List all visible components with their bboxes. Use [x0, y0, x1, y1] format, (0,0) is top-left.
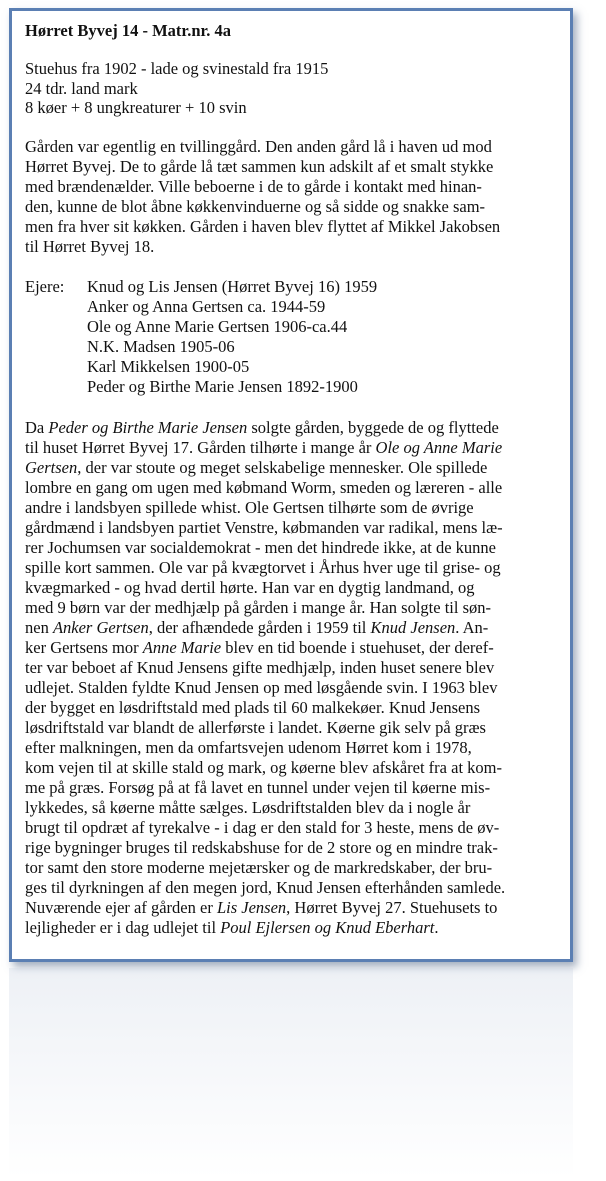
text-run: , der var stoute og meget selskabelige mennesker. Ole spillede	[77, 457, 488, 477]
text-line	[25, 898, 558, 918]
text-line	[25, 418, 558, 438]
card-reflection	[9, 968, 573, 1178]
owner-item: Peder og Birthe Marie Jensen 1892-1900	[87, 376, 358, 396]
person-name: Lis Jensen	[216, 897, 287, 917]
text-run: lejligheder er i dag udlejet til	[25, 917, 221, 937]
text-run: , Hørret Byvej 27. Stuehusets to	[286, 897, 498, 917]
text-run: . An-	[455, 617, 489, 637]
text-line: løsdriftstald var blandt de allerførste i landet. Køerne gik selv på græs	[25, 717, 486, 737]
text-run: blev en tid boende i stuehuset, der deref-	[221, 637, 494, 657]
text-line: efter malkningen, men da omfartsvejen udenom Hørret kom i 1978,	[25, 737, 472, 757]
owner-item: Karl Mikkelsen 1900-05	[87, 356, 250, 376]
facts-block	[25, 59, 558, 118]
text-line: kvægmarked - og hvad dertil hørte. Han var en dygtig landmand, og	[25, 577, 475, 597]
text-line: ges til dyrkningen af den megen jord, Knud Jensen efterhånden samlede.	[25, 877, 506, 897]
owner-item: N.K. Madsen 1905-06	[87, 336, 235, 356]
person-name: Knud Jensen	[370, 617, 456, 637]
text-line: rer Jochumsen var socialdemokrat - men det hindrede ikke, at de kunne	[25, 537, 496, 557]
person-name: Peder og Birthe Marie Jensen	[48, 417, 248, 437]
text-line: men fra hver sit køkken. Gården i haven blev flyttet af Mikkel Jakobsen	[25, 216, 501, 236]
text-line	[25, 438, 558, 458]
text-line: me på græs. Forsøg på at få lavet en tunnel under vejen til køerne mis-	[25, 777, 491, 797]
person-name: Gertsen	[25, 457, 78, 477]
document-card	[9, 8, 573, 962]
fact-line: 8 køer + 8 ungkreaturer + 10 svin	[25, 98, 247, 117]
text-line	[25, 618, 558, 638]
text-line: lombre en gang om ugen med købmand Worm, smeden og læreren - alle	[25, 477, 503, 497]
person-name: Anker Gertsen	[52, 617, 149, 637]
intro-paragraph	[25, 137, 558, 257]
text-run: Da	[25, 417, 49, 437]
text-line: den, kunne de blot åbne køkkenvinduerne og så sidde og snakke sam-	[25, 196, 486, 216]
text-line: til Hørret Byvej 18.	[25, 236, 155, 256]
page-title: Hørret Byvej 14 - Matr.nr. 4a	[25, 21, 232, 40]
text-run: solgte gården, byggede de og flyttede	[247, 417, 499, 437]
text-line	[25, 458, 558, 478]
text-run: ker Gertsens mor	[25, 637, 143, 657]
text-line: tor samt den store moderne mejetærsker og de markredskaber, der bru-	[25, 857, 493, 877]
person-name: Poul Ejlersen og Knud Eberhart	[220, 917, 435, 937]
text-line: kom vejen til at skille stald og mark, og køerne blev afskåret fra at kom-	[25, 757, 502, 777]
text-run: nen	[25, 617, 53, 637]
text-line: spille kort sammen. Ole var på kvægtorvet i Århus hver uge til grise- og	[25, 557, 501, 577]
text-line: med brændenælder. Ville beboerne i de to gårde i kontakt med hinan-	[25, 176, 482, 196]
text-line: der bygget en løsdriftstald med plads til 60 malkekøer. Knud Jensens	[25, 697, 481, 717]
text-line: brugt til opdræt af tyrekalve - i dag er den stald for 3 heste, mens de øv-	[25, 817, 500, 837]
person-name: Anne Marie	[142, 637, 222, 657]
text-run: , der afhændede gården i 1959 til	[148, 617, 371, 637]
fact-line: Stuehus fra 1902 - lade og svinestald fra 1915	[25, 59, 329, 78]
text-line: Hørret Byvej. De to gårde lå tæt sammen kun adskilt af et smalt stykke	[25, 156, 494, 176]
owners-label: Ejere:	[25, 276, 65, 296]
owner-item: Ole og Anne Marie Gertsen 1906-ca.44	[87, 316, 348, 336]
text-line	[25, 918, 558, 938]
text-line: gårdmænd i landsbyen partiet Venstre, købmanden var radikal, mens læ-	[25, 517, 503, 537]
text-line: ter var beboet af Knud Jensens gifte medhjælp, inden huset senere blev	[25, 657, 495, 677]
person-name: Ole og Anne Marie	[375, 437, 503, 457]
fact-line: 24 tdr. land mark	[25, 78, 138, 98]
history-paragraph	[25, 418, 558, 938]
text-line: Gården var egentlig en tvillinggård. Den anden gård lå i haven ud mod	[25, 136, 492, 156]
text-line: udlejet. Stalden fyldte Knud Jensen op med løsgående svin. I 1963 blev	[25, 677, 498, 697]
owner-item: Anker og Anna Gertsen ca. 1944-59	[87, 296, 326, 316]
text-run: til huset Hørret Byvej 17. Gården tilhørte i mange år	[25, 437, 376, 457]
text-run: .	[434, 917, 439, 937]
text-line: med 9 børn var der medhjælp på gården i mange år. Han solgte til søn-	[25, 597, 492, 617]
owners-list	[87, 277, 377, 397]
owners-section	[25, 277, 558, 397]
text-line: lykkedes, så køerne måtte sælges. Løsdriftstalden blev da i nogle år	[25, 797, 471, 817]
text-run: Nuværende ejer af gården er	[25, 897, 217, 917]
text-line: rige bygninger bruges til redskabshuse for de 2 store og en mindre trak-	[25, 837, 498, 857]
text-line: andre i landsbyen spillede whist. Ole Gertsen tilhørte som de øvrige	[25, 497, 474, 517]
text-line	[25, 638, 558, 658]
owner-item: Knud og Lis Jensen (Hørret Byvej 16) 1959	[87, 276, 378, 296]
